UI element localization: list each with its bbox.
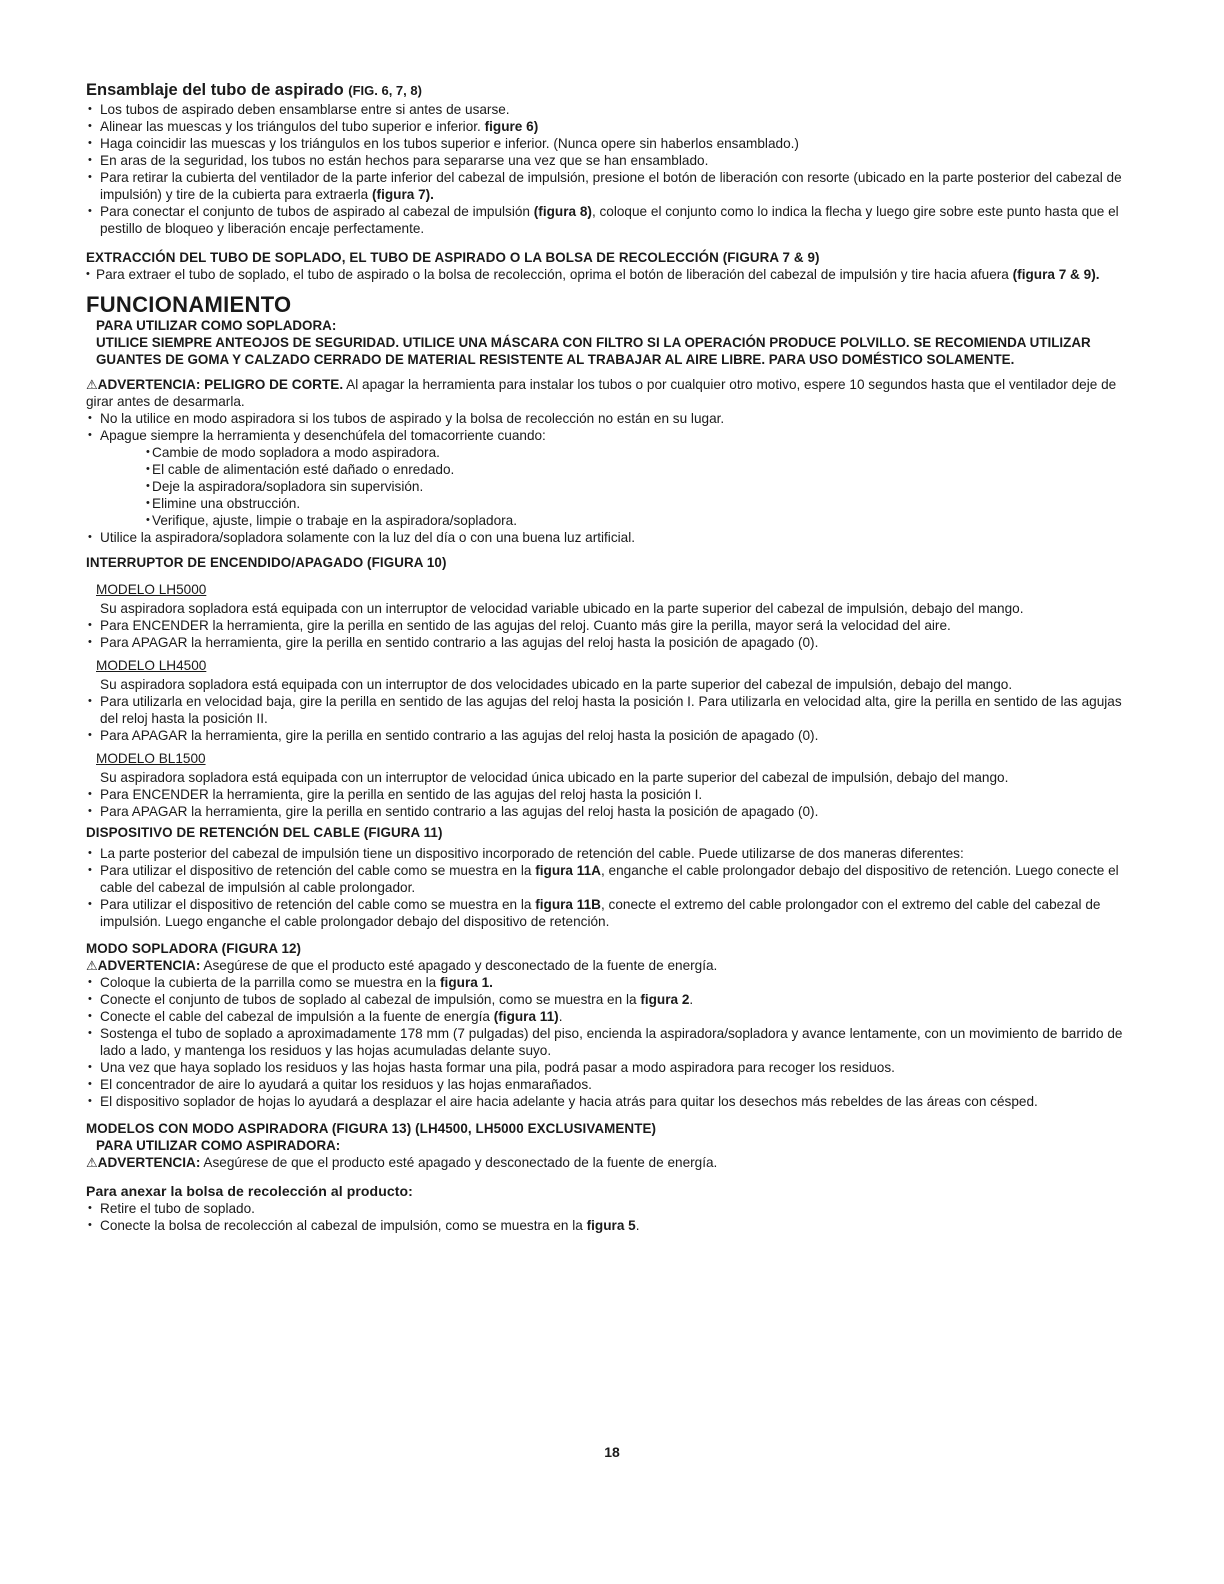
- model-intro: Su aspiradora sopladora está equipada con un interruptor de velocidad única ubicado en la parte superior del cabezal de impulsión, debajo del mango.: [100, 770, 1009, 785]
- item-text: Retire el tubo de soplado.: [100, 1201, 255, 1216]
- item-text: Para APAGAR la herramienta, gire la perilla en sentido contrario a las agujas del reloj hasta la posición de apagado (0).: [100, 635, 819, 650]
- model-intro: Su aspiradora sopladora está equipada con un interruptor de velocidad variable ubicado en la parte superior del cabezal de impulsión, debajo del mango.: [100, 601, 1024, 616]
- figure-ref: figure 6): [484, 119, 539, 134]
- list-item: • Verifique, ajuste, limpie o trabaje en la aspiradora/sopladora.: [146, 512, 1124, 529]
- list-item: [86, 427, 1124, 444]
- figure-ref: figura 11B: [535, 897, 601, 912]
- item-text: La parte posterior del cabezal de impulsión tiene un dispositivo incorporado de retención del cable. Puede utilizarse de dos maneras diferentes:: [100, 846, 964, 861]
- warning-text: Al apagar la herramienta para instalar los tubos o por cualquier otro motivo, espere 10 segundos hasta que el ventilador deje de girar antes de desarmarla.: [86, 377, 1117, 409]
- figure-ref: (figura 7 & 9).: [1012, 267, 1100, 282]
- item-text: .: [635, 1218, 640, 1233]
- item-text: Para utilizar el dispositivo de retención del cable como se muestra en la: [100, 897, 532, 912]
- list-item: [86, 896, 1124, 930]
- item-text: Utilice la aspiradora/sopladora solamente con la luz del día o con una buena luz artificial.: [100, 530, 636, 545]
- subheading-sopladora: PARA UTILIZAR COMO SOPLADORA:: [96, 318, 337, 333]
- list-item: • El cable de alimentación esté dañado o enredado.: [146, 461, 1124, 478]
- figure-ref: figura 5: [586, 1218, 636, 1233]
- list-item: • Cambie de modo sopladora a modo aspiradora.: [146, 444, 1124, 461]
- item-text: Los tubos de aspirado deben ensamblarse entre si antes de usarse.: [100, 102, 510, 117]
- section-title-retencion: DISPOSITIVO DE RETENCIÓN DEL CABLE (FIGURA 11): [86, 825, 443, 840]
- warning-label: ADVERTENCIA: PELIGRO DE CORTE.: [97, 377, 344, 392]
- item-text: , enganche el cable prolongador debajo del dispositivo de retención. Luego conecte el cable del cabezal de impulsión al cable prolongador.: [100, 863, 1119, 895]
- warning-triangle-icon: ⚠: [86, 377, 98, 392]
- item-text: Coloque la cubierta de la parrilla como se muestra en la: [100, 975, 437, 990]
- item-text: Para APAGAR la herramienta, gire la perilla en sentido contrario a las agujas del reloj hasta la posición de apagado (0).: [100, 804, 819, 819]
- subheading-aspiradora: PARA UTILIZAR COMO ASPIRADORA:: [96, 1138, 341, 1153]
- list-item: [86, 135, 1124, 152]
- section-title-bolsa: Para anexar la bolsa de recolección al producto:: [86, 1183, 413, 1199]
- item-text: Conecte el cable del cabezal de impulsión a la fuente de energía: [100, 1009, 490, 1024]
- item-text: Para extraer el tubo de soplado, el tubo de aspirado o la bolsa de recolección, oprima el botón de liberación del cabezal de impulsión y tire hacia afuera: [96, 267, 1009, 282]
- figure-ref: figura 2: [640, 992, 690, 1007]
- item-text: Para conectar el conjunto de tubos de aspirado al cabezal de impulsión: [100, 204, 530, 219]
- section-title-extraccion: EXTRACCIÓN DEL TUBO DE SOPLADO, EL TUBO DE ASPIRADO O LA BOLSA DE RECOLECCIÓN (FIGURA 7 & 9): [86, 250, 820, 265]
- list-item: [86, 1059, 1124, 1076]
- section-title-interruptor: INTERRUPTOR DE ENCENDIDO/APAGADO (FIGURA 10): [86, 555, 447, 570]
- model-heading-lh5000: MODELO LH5000: [96, 582, 207, 597]
- list-item: [86, 617, 1124, 634]
- figure-ref: figura 1.: [440, 975, 493, 990]
- list-item: [86, 101, 1124, 118]
- list-item: [86, 862, 1124, 896]
- item-text: Para ENCENDER la herramienta, gire la perilla en sentido de las agujas del reloj. Cuanto más gire la perilla, mayor será la velocidad del aire.: [100, 618, 951, 633]
- item-text: Para retirar la cubierta del ventilador de la parte inferior del cabezal de impulsión, presione el botón de liberación con resorte (ubicado en la parte posterior del cabezal de impulsión) y tire de la cubierta para extraerla: [100, 170, 1122, 202]
- list-item: [86, 803, 1124, 820]
- warning-label: ADVERTENCIA:: [97, 1155, 201, 1170]
- item-text: Una vez que haya soplado los residuos y las hojas hasta formar una pila, podrá pasar a modo aspiradora para recoger los residuos.: [100, 1060, 895, 1075]
- item-text: Para utilizar el dispositivo de retención del cable como se muestra en la: [100, 863, 532, 878]
- figure-ref: (figura 11): [493, 1009, 559, 1024]
- item-text: Apague siempre la herramienta y desenchúfela del tomacorriente cuando:: [100, 428, 546, 443]
- list-item: [86, 1076, 1124, 1093]
- warning-sopladora: [86, 957, 1124, 974]
- item-text: El dispositivo soplador de hojas lo ayudará a desplazar el aire hacia adelante y hacia atrás para quitar los desechos más rebeldes de las áreas con césped.: [100, 1094, 1038, 1109]
- list-item: [86, 786, 1124, 803]
- item-text: Alinear las muescas y los triángulos del tubo superior e inferior.: [100, 119, 481, 134]
- item-text: Para ENCENDER la herramienta, gire la perilla en sentido de las agujas del reloj hasta la posición I.: [100, 787, 703, 802]
- warning-aspiradora: [86, 1154, 1124, 1171]
- item-text: , conecte el extremo del cable prolongador con el extremo del cable del cabezal de impulsión. Luego enganche el cable prolongador debajo del dispositivo de retención.: [100, 897, 1101, 929]
- list-item: [86, 634, 1124, 651]
- item-text: El concentrador de aire lo ayudará a quitar los residuos y las hojas enmarañados.: [100, 1077, 592, 1092]
- list-item: • Deje la aspiradora/sopladora sin supervisión.: [146, 478, 1124, 495]
- item-text: Conecte la bolsa de recolección al cabezal de impulsión, como se muestra en la: [100, 1218, 583, 1233]
- list-item: [86, 1217, 1124, 1234]
- list-item: [86, 845, 1124, 862]
- figure-ref: (figura 7).: [372, 187, 434, 202]
- list-item: • Elimine una obstrucción.: [146, 495, 1124, 512]
- ensamblaje-list: [86, 101, 1124, 237]
- list-item: [86, 991, 1124, 1008]
- model-heading-bl1500: MODELO BL1500: [96, 751, 206, 766]
- title-text: Ensamblaje del tubo de aspirado: [86, 81, 344, 99]
- item-text: .: [689, 992, 694, 1007]
- warning-text: Asegúrese de que el producto esté apagado y desconectado de la fuente de energía.: [203, 958, 718, 973]
- warning-triangle-icon: ⚠: [86, 958, 98, 973]
- list-item: [86, 118, 1124, 135]
- title-ref: (FIG. 6, 7, 8): [348, 83, 422, 98]
- page-number: 18: [604, 1444, 620, 1460]
- section-title-modo-sopladora: MODO SOPLADORA (FIGURA 12): [86, 941, 302, 956]
- item-text: En aras de la seguridad, los tubos no están hechos para separarse una vez que se han ensamblado.: [100, 153, 709, 168]
- model-heading-lh4500: MODELO LH4500: [96, 658, 207, 673]
- list-item: [86, 203, 1124, 237]
- list-item: [86, 727, 1124, 744]
- inner-list: [146, 444, 1124, 529]
- section-title-funcionamiento: FUNCIONAMIENTO: [86, 292, 292, 317]
- list-item: [86, 169, 1124, 203]
- item-text: .: [558, 1009, 563, 1024]
- section-title-ensamblaje: [86, 80, 1124, 101]
- figure-ref: figura 11A: [535, 863, 601, 878]
- list-item: [86, 529, 1124, 546]
- item-text: Haga coincidir las muescas y los triángulos en los tubos superior e inferior. (Nunca opere sin haberlos ensamblado.): [100, 136, 799, 151]
- item-text: Sostenga el tubo de soplado a aproximadamente 178 mm (7 pulgadas) del piso, encienda la aspiradora/sopladora y avance lentamente, con un movimiento de barrido de lado a lado, y mantenga los residuos y las hojas acumuladas delante suyo.: [100, 1026, 1123, 1058]
- list-item: [86, 152, 1124, 169]
- warning-label: ADVERTENCIA:: [97, 958, 201, 973]
- list-item: [86, 1093, 1124, 1110]
- safety-caps-notice: UTILICE SIEMPRE ANTEOJOS DE SEGURIDAD. UTILICE UNA MÁSCARA CON FILTRO SI LA OPERACIÓN PRODUCE POLVILLO. SE RECOMIENDA UTILIZAR GUANTES DE GOMA Y CALZADO CERRADO DE MATERIAL RESISTENTE AL TRABAJAR AL AIRE LIBRE. PARA USO DOMÉSTICO SOLAMENTE.: [96, 335, 1091, 367]
- list-item: [86, 410, 1124, 427]
- item-text: , coloque el conjunto como lo indica la flecha y luego gire sobre este punto hasta que el pestillo de bloqueo y liberación encaje perfectamente.: [100, 204, 1119, 236]
- list-item: [86, 974, 1124, 991]
- item-text: Para APAGAR la herramienta, gire la perilla en sentido contrario a las agujas del reloj hasta la posición de apagado (0).: [100, 728, 819, 743]
- warning-text: Asegúrese de que el producto esté apagado y desconectado de la fuente de energía.: [203, 1155, 718, 1170]
- list-item: [86, 266, 1124, 283]
- item-text: Para utilizarla en velocidad baja, gire la perilla en sentido de las agujas del reloj hasta la posición I. Para utilizarla en velocidad alta, gire la perilla en sentido de las agujas del reloj hasta la posición II.: [100, 694, 1122, 726]
- section-title-modo-aspiradora: MODELOS CON MODO ASPIRADORA (FIGURA 13) (LH4500, LH5000 EXCLUSIVAMENTE): [86, 1121, 657, 1136]
- warning-triangle-icon: ⚠: [86, 1155, 98, 1170]
- warning-peligro-corte: [86, 376, 1124, 410]
- list-item: [86, 1025, 1124, 1059]
- model-intro: Su aspiradora sopladora está equipada con un interruptor de dos velocidades ubicado en la parte superior del cabezal de impulsión, debajo del mango.: [100, 677, 1013, 692]
- figure-ref: (figura 8): [533, 204, 592, 219]
- list-item: [86, 1008, 1124, 1025]
- item-text: Conecte el conjunto de tubos de soplado al cabezal de impulsión, como se muestra en la: [100, 992, 637, 1007]
- item-text: No la utilice en modo aspiradora si los tubos de aspirado y la bolsa de recolección no están en su lugar.: [100, 411, 725, 426]
- list-item: [86, 693, 1124, 727]
- list-item: [86, 1200, 1124, 1217]
